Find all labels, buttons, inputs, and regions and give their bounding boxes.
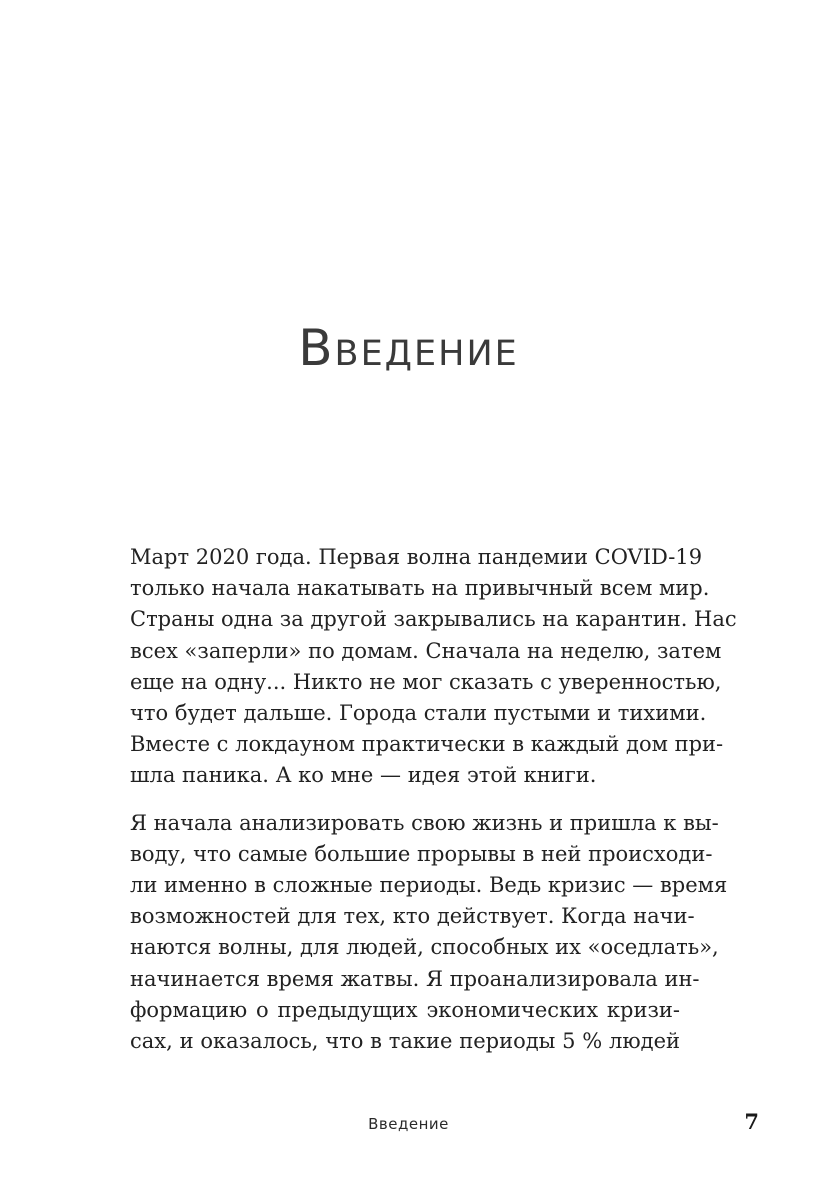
text-line: еще на одну... Никто не мог сказать с уверенностью, bbox=[130, 669, 722, 694]
text-line: Март 2020 года. Первая волна пандемии COVID-19 bbox=[130, 545, 703, 569]
text-line: возможностей для тех, кто действует. Когда начи- bbox=[130, 904, 695, 929]
text-line: Вместе с локдауном практически в каждый дом при- bbox=[130, 732, 724, 757]
text-line: начинается время жатвы. Я проанализировала ин- bbox=[130, 966, 700, 991]
running-head: Введение bbox=[368, 1115, 449, 1133]
text-line: формацию о предыдущих экономических кризи- bbox=[130, 997, 680, 1022]
paragraph-1 bbox=[130, 542, 737, 792]
text-line: сах, и оказалось, что в такие периоды 5 % людей bbox=[130, 1029, 680, 1054]
text-line: воду, что самые большие прорывы в ней происходи- bbox=[130, 841, 713, 866]
text-line: Я начала анализировать свою жизнь и пришла к вы- bbox=[130, 810, 719, 835]
paragraph-2 bbox=[130, 808, 728, 1058]
chapter-title: Введение bbox=[298, 319, 519, 377]
text-line: шла паника. А ко мне — идея этой книги. bbox=[130, 763, 597, 788]
text-line: наются волны, для людей, способных их «оседлать», bbox=[130, 935, 719, 960]
text-line: только начала накатывать на привычный всем мир. bbox=[130, 576, 710, 601]
text-line: что будет дальше. Города стали пустыми и тихими. bbox=[130, 701, 707, 726]
body-text bbox=[130, 542, 737, 1073]
text-line: всех «заперли» по домам. Сначала на неделю, затем bbox=[130, 638, 722, 663]
text-line: Страны одна за другой закрывались на карантин. Нас bbox=[130, 607, 737, 632]
page-number: 7 bbox=[744, 1109, 759, 1134]
text-line: ли именно в сложные периоды. Ведь кризис — время bbox=[130, 873, 728, 898]
